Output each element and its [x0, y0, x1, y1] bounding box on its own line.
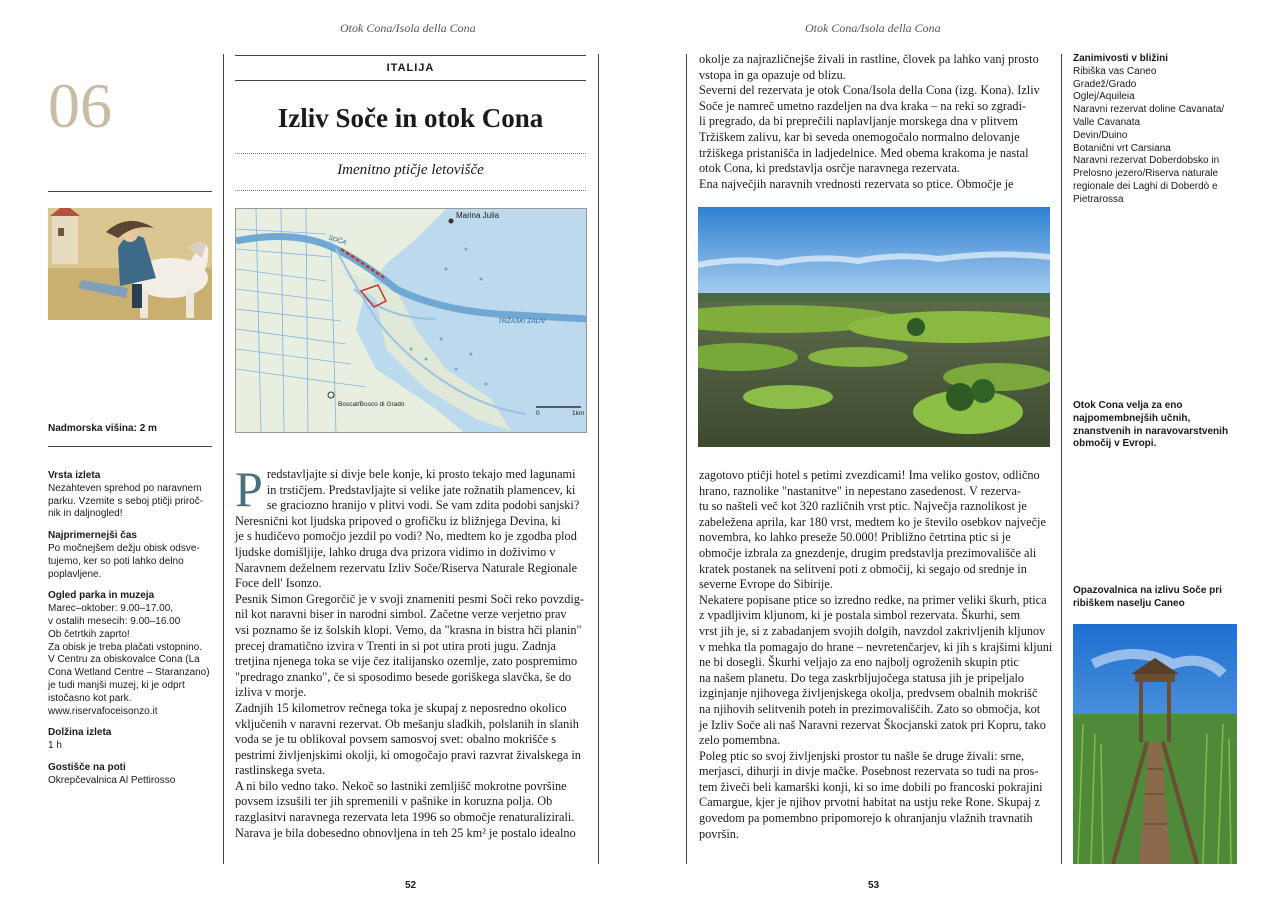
article-title: Izliv Soče in otok Cona	[277, 103, 544, 133]
map	[235, 208, 587, 433]
caption-wetland	[1073, 400, 1243, 451]
illustration-rider	[48, 208, 212, 320]
map-scale-zero: 0	[536, 410, 540, 417]
info-heading: Najprimernejši čas	[48, 530, 137, 542]
map-scale-km: 1km	[572, 410, 585, 417]
info-text: Okrepčevalnica Al Pettirosso	[48, 774, 176, 786]
body-paragraph: okolje za najrazličnejše živali in rastline, človek pa lahko vanj prosto vstopa in ga opazuje od blizu. Severni del rezervata je otok Cona/Isola della Cona (izg. Kona). Izliv Soče je namreč umetno razdeljen na dva kraka – na reki so zgradi- li pregrado, da bi preprečili naplavljanje morskega dna v plitvem Tržiškem zalivu, kar bi seveda onemogočalo normalno delovanje tržiškega pristanišča in ladjedelnice. Med obema krakoma je nastal otok Cona, ki predstavlja osrčje naravnega rezervata. Ena največjih naravnih vrednosti rezervata so ptice. Območje je	[699, 52, 1040, 191]
body-paragraph: redstavljajte si divje bele konje, ki prosto tekajo med lagunami in trstičjem. Predstavljajte si velike jate rožnatih plamencev, ki se graciozno hranijo v plitvi vodi. Se vam zdita podobi sanjski? Neresnični kot ljudska pripoved o grofičku iz bližnjega Devina, ki je s hudičevo pomočjo jezdil po vodi? No, medtem ko je zgodba plod ljudske domišljije, lahko druga dva prizora vidimo in doživimo v Naravnem deželnem rezervatu Izliv Soče/Riserva Naturale Regionale Foce dell' Isonzo.	[235, 467, 580, 591]
info-heading: Dolžina izleta	[48, 727, 112, 739]
body-paragraph: zagotovo ptičji hotel s petimi zvezdicami! Ima veliko gostov, odlično hrano, raznolike "nastanitve" in nepestano zasedenost. V rezerva- tu so našteli več kot 320 različnih vrst ptic. Največja raznolikost je zabeležena aprila, kar 180 vrst, medtem ko je število osebkov največje novembra, ko lahko preseže 50.000! Približno četrtina ptic si je območje izbrala za gnezdenje, drugim predstavlja prezimovališče ali kratek postanek na selitveni poti z območij, ki segajo od srednje in severne Evrope do Sibirije. Nekatere popisane ptice so izredno redke, na primer veliki škurh, ptica z vpadljivim kljunom, ki je postala simbol rezervata. Škurhi, sem vrst jih je, si z zabadanjem svojih dolgih, navzdol zakrivljenih kljunov v mehka tla pomagajo do hrane – nevretenčarjev, ki jih s krajšimi kljuni ne bi dosegli. Škurhi veljajo za eno najbolj ogroženih skupin ptic na našem planetu. Do tega zaskrbljujočega statusa jih je pripeljalo izginjanje njihovega življenjskega okolja, predvsem obalnih mokrišč na njihovih selitvenih poteh in prezimovališčih. Zato so območja, kot je Izliv Soče ali naš Naravni rezervat Škocjanski zatok pri Kopru, tako zelo pomembna. Poleg ptic so svoj življenjski prostor tu našle še druge živali: srne, merjasci, dihurji in divje mačke. Posebnost rezervata so tudi na pros- tem živeči beli kamarški konji, ki so ime dobili po francoski pokrajini Camargue, kjer je njihov prvotni habitat na ustju reke Rone. Skupaj z govedom pa pomembno pripomorejo k ohranjanju vlažnih travnatih površin.	[699, 468, 1053, 841]
map-label-marina: Marina Julia	[456, 211, 500, 220]
body-text-right-top	[699, 52, 1055, 192]
nearby-heading: Zanimivosti v bližini	[1073, 53, 1169, 64]
caption-tower	[1073, 585, 1243, 611]
page-number-left: 52	[405, 880, 417, 891]
trip-info	[48, 470, 216, 797]
running-header-right: Otok Cona/Isola della Cona	[805, 21, 941, 35]
subtitle-dotted-rule	[235, 190, 586, 191]
article-subtitle: Imenitno ptičje letovišče	[337, 162, 484, 178]
column-rule	[686, 54, 687, 864]
info-text: Nezahteven sprehod po naravnem parku. Vzemite s seboj ptičji priroč- nik in daljnogled!	[48, 482, 204, 520]
info-text: Po močnejšem dežju obisk odsve- tujemo, ker so poti lahko delno poplavljene.	[48, 542, 200, 580]
drop-cap: P	[235, 461, 263, 517]
caption-text: Otok Cona velja za eno najpomembnejših učnih, znanstvenih in naravovarstvenih območij v Evropi.	[1073, 400, 1229, 450]
title-rule-mid	[235, 80, 586, 81]
sidebar-divider-bottom	[48, 446, 212, 447]
photo-observation-tower	[1073, 624, 1237, 864]
map-label-soca: SOČA	[327, 234, 348, 247]
info-text: Marec–oktober: 9.00–17.00, v ostalih mesecih: 9.00–16.00 Ob četrtkih zaprto! Za obisk je treba plačati vstopnino. V Centru za obiskovalce Cona (La Cona Wetland Centre – Staranzano) je tudi manjši muzej, ki je odprt istočasno kot park. www.riservafoceisonzo.it	[48, 603, 210, 717]
map-label-bosco: Boscat/Bosco di Grado	[338, 401, 405, 408]
page-number-right: 53	[868, 880, 880, 891]
info-text: 1 h	[48, 740, 62, 752]
map-label-zaliv: TRŽAŠKI ZALIV	[498, 318, 546, 325]
country-label: ITALIJA	[386, 62, 435, 74]
column-rule	[1061, 54, 1062, 864]
info-heading: Ogled parka in muzeja	[48, 590, 155, 602]
photo-wetland	[698, 207, 1050, 447]
body-paragraph: Pesnik Simon Gregorčič je v svoji znameniti pesmi Soči reko povzdig- nil kot naravni biser in narodni simbol. Začetne verze verjetno prav vsi poznamo še iz šolskih klopi. Vemo, da "krasna in bistra hči planin" precej dramatično izvira v Trenti in si pot utira proti jugu. Zadnja tretjina njenega toka se vije čez italijansko ozemlje, zato pospremimo "predrago znanko", če si sposodimo besede goriškega slavčka, še do izliva v morje. Zadnjih 15 kilometrov rečnega toka je skupaj z neposredno okolico vključenih v naravni rezervat. Ob mešanju sladkih, polslanih in slanih voda se je tu oblikoval povsem samosvoj svet: obalno mokrišče s pestrimi življenjskimi okolji, ki omogočajo pravi razvrat živalskega in rastlinskega sveta. A ni bilo vedno tako. Nekoč so lastniki zemljišč mokrotne površine povsem izsušili ter jih spremenili v pašnike in koruzna polja. Ob razglasitvi naravnega rezervata leta 1996 so območje renaturalizirali. Narava je bila dobesedno obnovljena in teh 25 km² je postalo idealno	[235, 591, 585, 840]
column-rule	[223, 54, 224, 864]
title-rule-top	[235, 55, 586, 56]
sidebar-divider-top	[48, 191, 212, 192]
title-dotted-rule	[235, 153, 586, 154]
elevation: Nadmorska višina: 2 m	[48, 423, 157, 434]
body-text-right-bottom	[699, 468, 1055, 842]
column-rule	[598, 54, 599, 864]
running-header-left: Otok Cona/Isola della Cona	[340, 21, 476, 35]
chapter-number: 06	[48, 70, 112, 141]
info-heading: Gostišče na poti	[48, 761, 126, 773]
info-heading: Vrsta izleta	[48, 470, 101, 481]
nearby-attractions	[1073, 53, 1243, 207]
caption-text: Opazovalnica na izlivu Soče pri ribiškem naselju Caneo	[1073, 585, 1222, 609]
nearby-list: Ribiška vas Caneo Gradež/Grado Oglej/Aquileia Naravni rezervat doline Cavanata/ Valle Cavanata Devin/Duino Botanični vrt Carsiana Naravni rezervat Doberdobsko in Prelosno jezero/Riserva naturale regionale dei Laghi di Doberdò e Pietrarossa	[1073, 65, 1225, 205]
body-text-left	[235, 461, 590, 841]
